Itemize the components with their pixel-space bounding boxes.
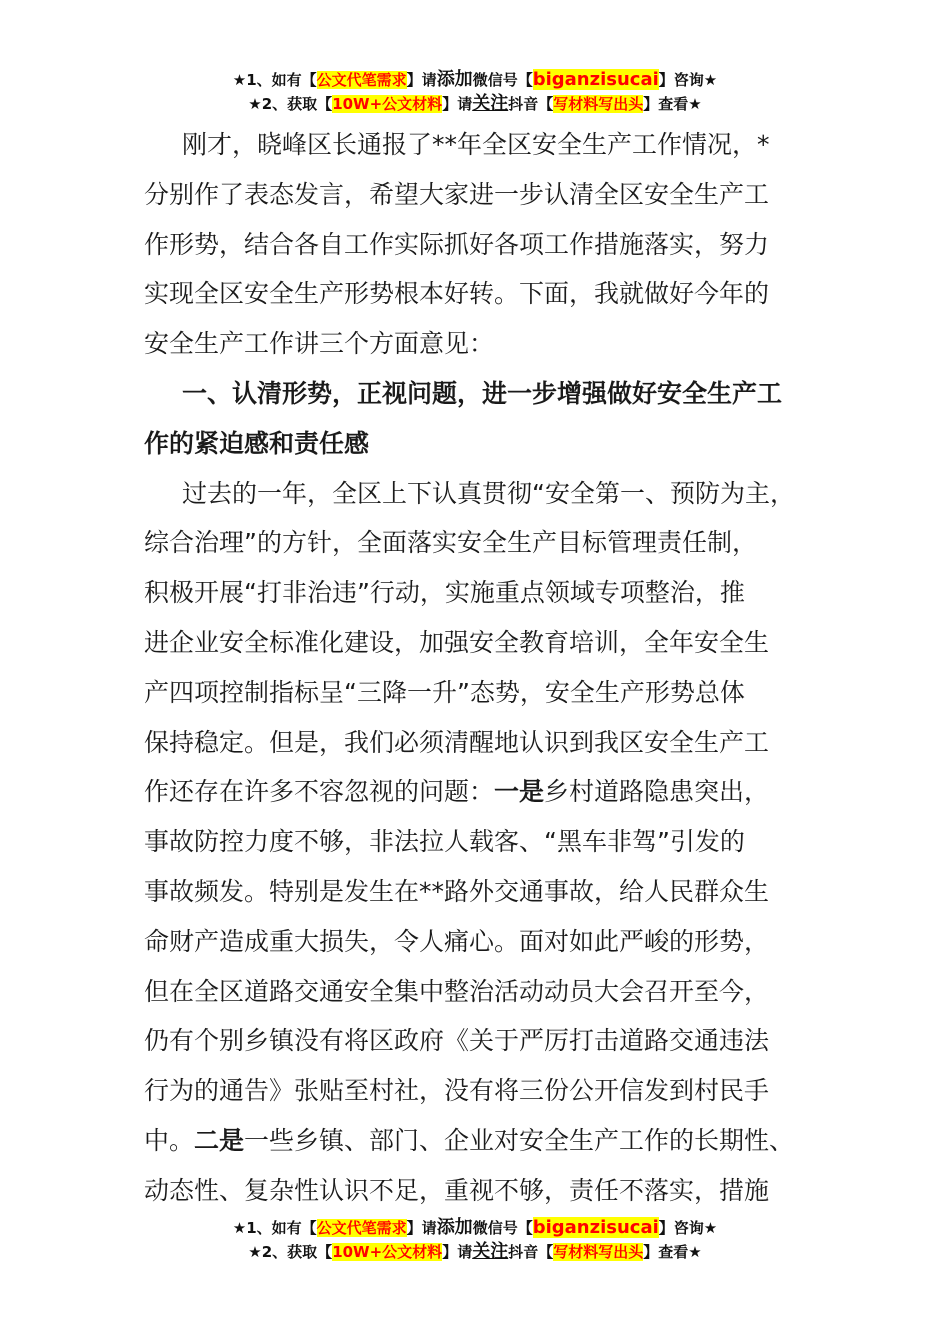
paragraph-line: 安全生产工作讲三个方面意见： [144,329,495,359]
banner-emphasis: 关注 [472,93,509,114]
banner-wechat-id: biganzisucai [532,69,659,90]
paragraph-line: 进企业安全标准化建设，加强安全教育培训，全年安全生 [144,627,770,657]
banner-highlight: 10W+公文材料 [332,1243,443,1261]
point-marker: 二是 [194,1125,245,1155]
banner-text: 】请 [406,71,437,89]
banner-text: 】查看★ [643,95,702,113]
footer-banner [0,1216,950,1264]
banner-text: ★2、获取【 [248,95,333,113]
banner-text: ★2、获取【 [248,1243,333,1261]
paragraph-line: 事故频发。特别是发生在**路外交通事故，给人民群众生 [144,876,770,906]
banner-text: 微信号【 [472,71,533,89]
banner-text: 抖音【 [508,95,554,113]
banner-text: 】咨询★ [658,1219,718,1237]
paragraph-line: 但在全区道路交通安全集中整治活动动员大会召开至今， [144,976,770,1006]
paragraph-line: 作形势，结合各自工作实际抓好各项工作措施落实，努力 [144,229,770,259]
header-banner [0,68,950,116]
paragraph-line: 事故防控力度不够，非法拉人载客、“黑车非驾”引发的 [144,827,745,857]
paragraph-line: 命财产造成重大损失，令人痛心。面对如此严峻的形势， [144,926,770,956]
paragraph-line: 综合治理”的方针，全面落实安全生产目标管理责任制， [144,528,757,558]
banner-highlight: 公文代笔需求 [316,71,407,89]
paragraph-line: 动态性、复杂性认识不足，重视不够，责任不落实，措施 [144,1175,770,1205]
line-text: 一些乡镇、部门、企业对安全生产工作的长期性、 [244,1125,795,1155]
banner-emphasis: 添加 [436,1217,473,1238]
banner-line-2 [0,92,950,116]
banner-text: ★1、如有【 [232,1219,317,1237]
banner-highlight: 10W+公文材料 [332,95,443,113]
paragraph-line: 行为的通告》张贴至村社，没有将三份公开信发到村民手 [144,1076,770,1106]
paragraph-line: 积极开展“打非治违”行动，实施重点领域专项整治，推 [144,578,745,608]
banner-line-2 [0,1240,950,1264]
point-marker: 一是 [494,777,545,807]
banner-text: 】咨询★ [658,71,718,89]
banner-line-1 [0,68,950,92]
banner-highlight: 公文代笔需求 [316,1219,407,1237]
paragraph-line: 产四项控制指标呈“三降一升”态势，安全生产形势总体 [144,677,745,707]
paragraph-line [144,767,834,817]
paragraph-line: 刚才，晓峰区长通报了**年全区安全生产工作情况，* [182,130,770,159]
paragraph-line: 分别作了表态发言，希望大家进一步认清全区安全生产工 [144,179,770,209]
section-heading: 一、认清形势，正视问题，进一步增强做好安全生产工 [182,378,783,408]
paragraph-line: 保持稳定。但是，我们必须清醒地认识到我区安全生产工 [144,727,770,757]
line-text: 作还存在许多不容忽视的问题： [144,777,495,807]
banner-text: ★1、如有【 [232,71,317,89]
document-body [144,120,834,1216]
banner-text: 微信号【 [472,1219,533,1237]
line-text: 中。 [144,1125,195,1155]
banner-douyin-id: 写材料写出头 [553,95,644,113]
banner-line-1 [0,1216,950,1240]
banner-text: 】请 [406,1219,437,1237]
banner-text: 】查看★ [643,1243,702,1261]
banner-douyin-id: 写材料写出头 [553,1243,644,1261]
banner-text: 】请 [442,1243,473,1261]
banner-emphasis: 关注 [472,1241,509,1262]
paragraph-line: 实现全区安全生产形势根本好转。下面，我就做好今年的 [144,279,770,309]
paragraph-line: 仍有个别乡镇没有将区政府《关于严厉打击道路交通违法 [144,1026,770,1056]
paragraph-line [144,1116,834,1166]
banner-emphasis: 添加 [436,69,473,90]
paragraph-line: 过去的一年，全区上下认真贯彻“安全第一、预防为主， [182,478,795,508]
banner-text: 】请 [442,95,473,113]
banner-text: 抖音【 [508,1243,554,1261]
banner-wechat-id: biganzisucai [532,1217,659,1238]
section-heading: 作的紧迫感和责任感 [144,428,370,458]
line-text: 乡村道路隐患突出， [544,777,770,807]
